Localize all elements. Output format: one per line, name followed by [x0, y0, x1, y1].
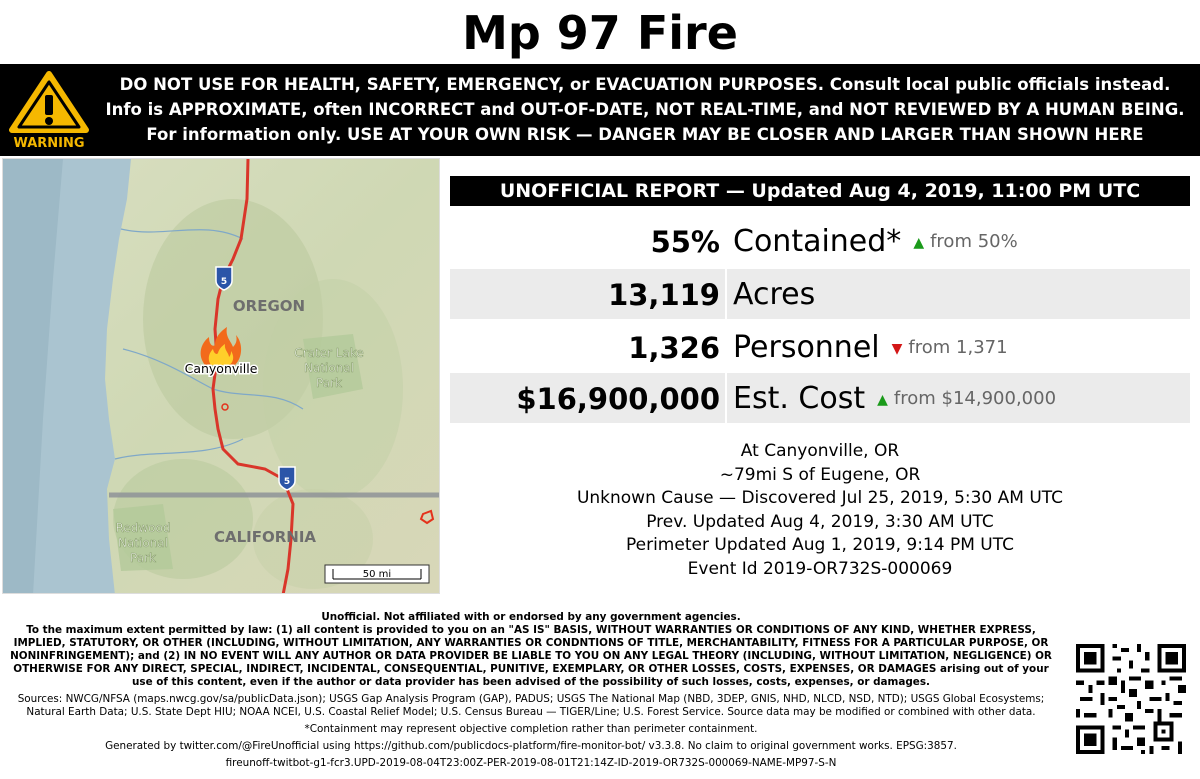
- disclaimer-head: Unofficial. Not affiliated with or endorsed by any government agencies.: [321, 611, 741, 623]
- cost-label-group: [733, 373, 1056, 423]
- cost-value: $16,900,000: [516, 382, 720, 416]
- stat-row-acres: [450, 269, 1190, 319]
- map-label-park2-line1: Redwood: [115, 521, 171, 535]
- warning-icon-label: WARNING: [13, 136, 85, 151]
- detail-event-id: Event Id 2019-OR732S-000069: [687, 558, 953, 579]
- personnel-label-group: [733, 322, 1008, 372]
- acres-label: Acres: [733, 277, 816, 312]
- svg-text:50 mi: 50 mi: [362, 569, 392, 580]
- personnel-change: [892, 322, 1008, 375]
- map-label-park1-line3: Park: [316, 376, 342, 390]
- warning-banner: [0, 64, 1200, 156]
- detail-location: At Canyonville, OR: [740, 441, 900, 461]
- arrow-down-icon: ▼: [891, 341, 903, 357]
- warning-text: [100, 72, 1190, 147]
- disclaimer-legal: To the maximum extent permitted by law: (1) all content is provided to you on an "AS IS" BASIS, WITHOUT WARRANTIES OR CONDITIONS OF ANY KIND, WHETHER EXPRESS, IMPLIED, STATUTORY, OR OTHER (INCLUDING, WITHOUT LIMITATION, ANY WARRANTIES OR CONDNTIONS OF TITLE, MERCHANTABILITY, FITNESS FOR A PARTICULAR PURPOSE, OR NONINFRINGEMENT); and (2) IN NO EVENT WILL ANY AUTHOR OR DATA PROVIDER BE LIABLE TO YOU ON ANY LEGAL THEORY (INCLUDING, WITHOUT LIMITATION, NEGLIGENCE) OR OTHERWISE FOR ANY DIRECT, SPECIAL, INDIRECT, INCIDENTAL, CONSEQUENTIAL, PUNITIVE, EXEMPLARY, OR OTHER LOSSES, COSTS, EXPENSES, OR DAMAGES arising out of your use of this content, even if the author or data provider has been advised of the possibility of such losses, costs, expenses, or damages.: [10, 624, 1052, 688]
- detail-prev-updated: Prev. Updated Aug 4, 2019, 3:30 AM UTC: [646, 511, 994, 532]
- warning-triangle-icon: [8, 70, 90, 152]
- stat-divider: [725, 373, 727, 423]
- stat-row-containment: [450, 216, 1190, 266]
- detail-distance: ~79mi S of Eugene, OR: [719, 464, 921, 485]
- arrow-up-icon: ▲: [913, 235, 925, 251]
- map-scale-bar: [325, 565, 429, 583]
- disclaimer-containment-note: *Containment may represent objective completion rather than perimeter containment.: [304, 723, 758, 735]
- stat-row-cost: [450, 373, 1190, 423]
- personnel-value: 1,326: [628, 331, 720, 365]
- containment-change-text: from 50%: [930, 231, 1018, 252]
- svg-text:5: 5: [220, 277, 228, 287]
- cost-label: Est. Cost: [733, 381, 866, 416]
- personnel-change-text: from 1,371: [908, 337, 1008, 358]
- warning-line-2: Info is APPROXIMATE, often INCORRECT and OUT-OF-DATE, NOT REAL-TIME, and NOT REVIEWED BY A HUMAN BEING.: [105, 100, 1185, 119]
- disclaimer: [6, 611, 1056, 770]
- containment-label: Contained*: [733, 224, 902, 259]
- disclaimer-sources: Sources: NWCG/NFSA (maps.nwcg.gov/sa/publicData.json); USGS Gap Analysis Program (GAP), PADUS; USGS The National Map (NBD, 3DEP, GNIS, NHD, NLCD, NSD, NTD); USGS Global Ecosystems; Natural Earth Data; U.S. State Dept HIU; NOAA NCEI, U.S. Coastal Relief Model; U.S. Census Bureau — TIGER/Line; U.S. Forest Service. Source data may be modified or combined with other data.: [17, 693, 1045, 718]
- acres-value: 13,119: [608, 278, 720, 312]
- interstate-shield-north: [216, 267, 232, 290]
- map-label-california: CALIFORNIA: [213, 528, 317, 546]
- disclaimer-generated: Generated by twitter.com/@FireUnofficial using https://github.com/publicdocs-platform/fire-monitor-bot/ v3.3.8. No claim to original government works. EPSG:3857.: [105, 740, 957, 752]
- warning-line-1: DO NOT USE FOR HEALTH, SAFETY, EMERGENCY, or EVACUATION PURPOSES. Consult local public officials instead.: [119, 75, 1171, 94]
- report-header: UNOFFICIAL REPORT — Updated Aug 4, 2019, 11:00 PM UTC: [450, 176, 1190, 206]
- interstate-shield-south: [279, 467, 295, 490]
- stat-divider: [725, 269, 727, 319]
- page-title: Mp 97 Fire: [462, 6, 738, 60]
- cost-change-text: from $14,900,000: [893, 388, 1057, 409]
- containment-value: 55%: [650, 225, 720, 259]
- warning-line-3: For information only. USE AT YOUR OWN RISK — DANGER MAY BE CLOSER AND LARGER THAN SHOWN HERE: [146, 125, 1144, 144]
- arrow-up-icon: ▲: [877, 392, 888, 408]
- svg-text:5: 5: [283, 477, 291, 487]
- cost-change: [877, 373, 1056, 426]
- map-label-town: Canyonville: [184, 361, 258, 376]
- detail-perimeter-updated: Perimeter Updated Aug 1, 2019, 9:14 PM UTC: [625, 535, 1014, 555]
- map-label-park1-line1: Crater Lake: [294, 346, 364, 360]
- fire-location-map: [2, 158, 440, 594]
- map-label-oregon: OREGON: [232, 297, 306, 315]
- detail-cause: Unknown Cause — Discovered Jul 25, 2019, 5:30 AM UTC: [576, 488, 1064, 508]
- containment-label-group: [733, 216, 1018, 266]
- personnel-label: Personnel: [733, 330, 880, 365]
- map-label-park2-line3: Park: [130, 551, 156, 565]
- map-label-park2-line2: National: [117, 536, 169, 550]
- fire-details: [450, 440, 1190, 581]
- containment-change: [913, 216, 1017, 269]
- qr-code-icon: [1072, 640, 1190, 758]
- map-label-park1-line2: National: [303, 361, 355, 375]
- disclaimer-footer-id: fireunoff-twitbot-g1-fcr3.UPD-2019-08-04T23:00Z-PER-2019-08-01T21:14Z-ID-2019-OR732S-000069-NAME-MP97-S-N: [225, 757, 837, 769]
- stat-row-personnel: [450, 322, 1190, 372]
